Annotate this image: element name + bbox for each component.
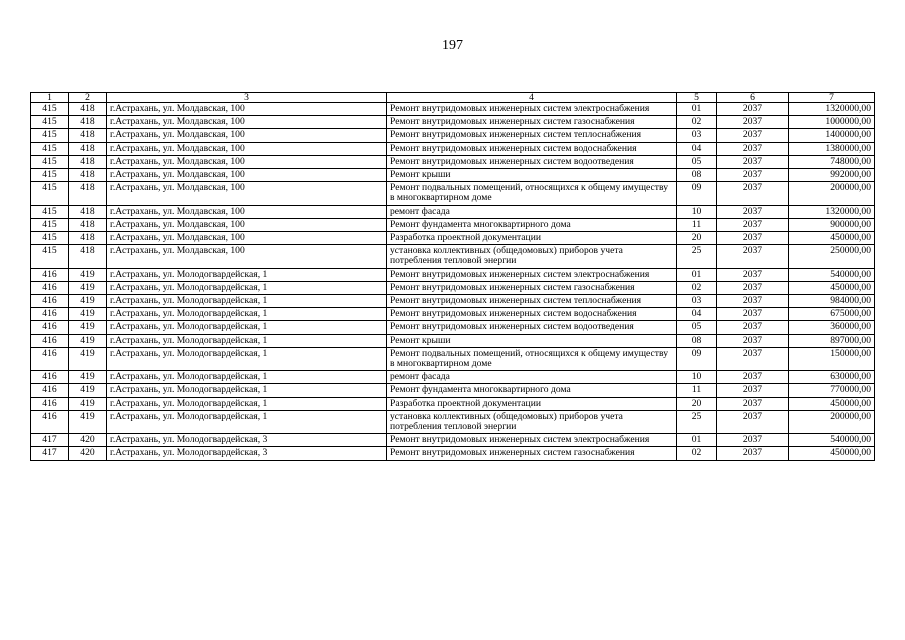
work-code-cell: 20 [677, 397, 717, 410]
table-row [31, 410, 875, 433]
year-cell: 2037 [717, 321, 789, 334]
work-type-cell: Ремонт внутридомовых инженерных систем теплоснабжения [387, 295, 677, 308]
capital-repair-table [30, 92, 875, 461]
cost-cell: 992000,00 [789, 169, 875, 182]
year-cell: 2037 [717, 410, 789, 433]
year-cell: 2037 [717, 384, 789, 397]
cost-cell: 450000,00 [789, 232, 875, 245]
cost-cell: 1320000,00 [789, 103, 875, 116]
table-row [31, 129, 875, 142]
table-body [31, 103, 875, 461]
address-cell: г.Астрахань, ул. Молодогвардейская, 1 [107, 268, 387, 281]
house-id-cell: 418 [69, 169, 107, 182]
cost-cell: 250000,00 [789, 245, 875, 268]
year-cell: 2037 [717, 155, 789, 168]
table-row [31, 205, 875, 218]
house-id-cell: 419 [69, 281, 107, 294]
year-cell: 2037 [717, 308, 789, 321]
table-row [31, 447, 875, 460]
address-cell: г.Астрахань, ул. Молодогвардейская, 1 [107, 384, 387, 397]
table-row [31, 371, 875, 384]
table-row [31, 384, 875, 397]
house-id-cell: 419 [69, 295, 107, 308]
work-code-cell: 10 [677, 205, 717, 218]
table-row [31, 245, 875, 268]
row-index-cell: 415 [31, 155, 69, 168]
cost-cell: 450000,00 [789, 281, 875, 294]
house-id-cell: 418 [69, 129, 107, 142]
year-cell: 2037 [717, 232, 789, 245]
work-type-cell: установка коллективных (общедомовых) приборов учета потребления тепловой энергии [387, 245, 677, 268]
work-code-cell: 02 [677, 281, 717, 294]
address-cell: г.Астрахань, ул. Молдавская, 100 [107, 169, 387, 182]
table-row [31, 116, 875, 129]
header-cell-6: 6 [717, 93, 789, 103]
row-index-cell: 415 [31, 129, 69, 142]
year-cell: 2037 [717, 142, 789, 155]
page-number: 197 [442, 38, 463, 53]
work-code-cell: 05 [677, 155, 717, 168]
work-code-cell: 01 [677, 103, 717, 116]
work-code-cell: 09 [677, 182, 717, 205]
work-type-cell: Ремонт подвальных помещений, относящихся к общему имуществу в многоквартирном доме [387, 182, 677, 205]
header-cell-5: 5 [677, 93, 717, 103]
cost-cell: 1000000,00 [789, 116, 875, 129]
house-id-cell: 418 [69, 155, 107, 168]
house-id-cell: 419 [69, 268, 107, 281]
row-index-cell: 417 [31, 447, 69, 460]
address-cell: г.Астрахань, ул. Молодогвардейская, 3 [107, 434, 387, 447]
year-cell: 2037 [717, 447, 789, 460]
address-cell: г.Астрахань, ул. Молдавская, 100 [107, 182, 387, 205]
work-code-cell: 10 [677, 371, 717, 384]
year-cell: 2037 [717, 295, 789, 308]
work-type-cell: Ремонт крыши [387, 334, 677, 347]
table-row [31, 434, 875, 447]
header-cell-7: 7 [789, 93, 875, 103]
work-code-cell: 03 [677, 129, 717, 142]
row-index-cell: 416 [31, 295, 69, 308]
cost-cell: 540000,00 [789, 434, 875, 447]
work-type-cell: Ремонт внутридомовых инженерных систем водоснабжения [387, 308, 677, 321]
cost-cell: 450000,00 [789, 447, 875, 460]
year-cell: 2037 [717, 116, 789, 129]
house-id-cell: 419 [69, 334, 107, 347]
row-index-cell: 416 [31, 268, 69, 281]
column-number-row [31, 93, 875, 103]
table-row [31, 155, 875, 168]
year-cell: 2037 [717, 169, 789, 182]
cost-cell: 150000,00 [789, 347, 875, 370]
address-cell: г.Астрахань, ул. Молдавская, 100 [107, 205, 387, 218]
row-index-cell: 416 [31, 308, 69, 321]
work-code-cell: 04 [677, 142, 717, 155]
year-cell: 2037 [717, 268, 789, 281]
row-index-cell: 415 [31, 205, 69, 218]
work-type-cell: Ремонт внутридомовых инженерных систем электроснабжения [387, 268, 677, 281]
work-type-cell: ремонт фасада [387, 205, 677, 218]
row-index-cell: 416 [31, 384, 69, 397]
work-code-cell: 25 [677, 410, 717, 433]
house-id-cell: 419 [69, 321, 107, 334]
row-index-cell: 415 [31, 218, 69, 231]
table-row [31, 182, 875, 205]
table-row [31, 397, 875, 410]
table-row [31, 281, 875, 294]
header-cell-4: 4 [387, 93, 677, 103]
work-type-cell: Ремонт внутридомовых инженерных систем электроснабжения [387, 434, 677, 447]
work-type-cell: Ремонт внутридомовых инженерных систем электроснабжения [387, 103, 677, 116]
work-code-cell: 05 [677, 321, 717, 334]
work-code-cell: 02 [677, 447, 717, 460]
address-cell: г.Астрахань, ул. Молодогвардейская, 1 [107, 295, 387, 308]
work-type-cell: Ремонт внутридомовых инженерных систем теплоснабжения [387, 129, 677, 142]
cost-cell: 200000,00 [789, 410, 875, 433]
table-row [31, 218, 875, 231]
house-id-cell: 418 [69, 116, 107, 129]
cost-cell: 675000,00 [789, 308, 875, 321]
work-code-cell: 01 [677, 434, 717, 447]
year-cell: 2037 [717, 103, 789, 116]
house-id-cell: 418 [69, 103, 107, 116]
house-id-cell: 419 [69, 308, 107, 321]
year-cell: 2037 [717, 218, 789, 231]
row-index-cell: 417 [31, 434, 69, 447]
work-type-cell: Ремонт внутридомовых инженерных систем водоотведения [387, 321, 677, 334]
table-row [31, 142, 875, 155]
cost-cell: 748000,00 [789, 155, 875, 168]
work-code-cell: 03 [677, 295, 717, 308]
year-cell: 2037 [717, 281, 789, 294]
year-cell: 2037 [717, 129, 789, 142]
house-id-cell: 418 [69, 245, 107, 268]
cost-cell: 1380000,00 [789, 142, 875, 155]
work-code-cell: 08 [677, 334, 717, 347]
table-row [31, 103, 875, 116]
address-cell: г.Астрахань, ул. Молодогвардейская, 1 [107, 281, 387, 294]
row-index-cell: 416 [31, 281, 69, 294]
work-type-cell: Ремонт фундамента многоквартирного дома [387, 384, 677, 397]
work-type-cell: Ремонт внутридомовых инженерных систем газоснабжения [387, 116, 677, 129]
year-cell: 2037 [717, 371, 789, 384]
header-cell-2: 2 [69, 93, 107, 103]
work-type-cell: Ремонт внутридомовых инженерных систем водоотведения [387, 155, 677, 168]
table-row [31, 308, 875, 321]
house-id-cell: 418 [69, 182, 107, 205]
work-type-cell: Разработка проектной документации [387, 397, 677, 410]
cost-cell: 897000,00 [789, 334, 875, 347]
house-id-cell: 419 [69, 371, 107, 384]
address-cell: г.Астрахань, ул. Молодогвардейская, 1 [107, 371, 387, 384]
cost-cell: 900000,00 [789, 218, 875, 231]
house-id-cell: 418 [69, 142, 107, 155]
work-code-cell: 25 [677, 245, 717, 268]
cost-cell: 450000,00 [789, 397, 875, 410]
work-code-cell: 09 [677, 347, 717, 370]
house-id-cell: 419 [69, 347, 107, 370]
header-cell-1: 1 [31, 93, 69, 103]
year-cell: 2037 [717, 245, 789, 268]
work-code-cell: 04 [677, 308, 717, 321]
table-row [31, 321, 875, 334]
work-type-cell: ремонт фасада [387, 371, 677, 384]
work-code-cell: 08 [677, 169, 717, 182]
address-cell: г.Астрахань, ул. Молдавская, 100 [107, 116, 387, 129]
year-cell: 2037 [717, 205, 789, 218]
address-cell: г.Астрахань, ул. Молдавская, 100 [107, 142, 387, 155]
house-id-cell: 419 [69, 384, 107, 397]
house-id-cell: 419 [69, 397, 107, 410]
row-index-cell: 416 [31, 410, 69, 433]
year-cell: 2037 [717, 434, 789, 447]
cost-cell: 630000,00 [789, 371, 875, 384]
cost-cell: 360000,00 [789, 321, 875, 334]
cost-cell: 1400000,00 [789, 129, 875, 142]
address-cell: г.Астрахань, ул. Молодогвардейская, 1 [107, 347, 387, 370]
address-cell: г.Астрахань, ул. Молдавская, 100 [107, 245, 387, 268]
row-index-cell: 415 [31, 116, 69, 129]
address-cell: г.Астрахань, ул. Молдавская, 100 [107, 155, 387, 168]
work-type-cell: Ремонт фундамента многоквартирного дома [387, 218, 677, 231]
table-row [31, 169, 875, 182]
year-cell: 2037 [717, 334, 789, 347]
work-code-cell: 01 [677, 268, 717, 281]
address-cell: г.Астрахань, ул. Молдавская, 100 [107, 232, 387, 245]
address-cell: г.Астрахань, ул. Молодогвардейская, 1 [107, 410, 387, 433]
row-index-cell: 415 [31, 142, 69, 155]
work-type-cell: Ремонт внутридомовых инженерных систем газоснабжения [387, 281, 677, 294]
house-id-cell: 418 [69, 232, 107, 245]
row-index-cell: 415 [31, 245, 69, 268]
row-index-cell: 416 [31, 371, 69, 384]
work-type-cell: Разработка проектной документации [387, 232, 677, 245]
address-cell: г.Астрахань, ул. Молдавская, 100 [107, 103, 387, 116]
work-code-cell: 11 [677, 218, 717, 231]
work-type-cell: установка коллективных (общедомовых) приборов учета потребления тепловой энергии [387, 410, 677, 433]
address-cell: г.Астрахань, ул. Молодогвардейская, 3 [107, 447, 387, 460]
table-row [31, 232, 875, 245]
work-code-cell: 20 [677, 232, 717, 245]
work-type-cell: Ремонт внутридомовых инженерных систем газоснабжения [387, 447, 677, 460]
address-cell: г.Астрахань, ул. Молдавская, 100 [107, 129, 387, 142]
work-type-cell: Ремонт подвальных помещений, относящихся к общему имуществу в многоквартирном доме [387, 347, 677, 370]
header-cell-3: 3 [107, 93, 387, 103]
work-type-cell: Ремонт крыши [387, 169, 677, 182]
address-cell: г.Астрахань, ул. Молодогвардейская, 1 [107, 397, 387, 410]
address-cell: г.Астрахань, ул. Молдавская, 100 [107, 218, 387, 231]
cost-cell: 984000,00 [789, 295, 875, 308]
cost-cell: 770000,00 [789, 384, 875, 397]
row-index-cell: 415 [31, 103, 69, 116]
table-row [31, 347, 875, 370]
house-id-cell: 420 [69, 434, 107, 447]
row-index-cell: 415 [31, 232, 69, 245]
address-cell: г.Астрахань, ул. Молодогвардейская, 1 [107, 308, 387, 321]
row-index-cell: 416 [31, 321, 69, 334]
house-id-cell: 419 [69, 410, 107, 433]
work-code-cell: 02 [677, 116, 717, 129]
table-row [31, 334, 875, 347]
cost-cell: 200000,00 [789, 182, 875, 205]
house-id-cell: 418 [69, 218, 107, 231]
table-row [31, 268, 875, 281]
house-id-cell: 420 [69, 447, 107, 460]
year-cell: 2037 [717, 347, 789, 370]
year-cell: 2037 [717, 397, 789, 410]
cost-cell: 540000,00 [789, 268, 875, 281]
year-cell: 2037 [717, 182, 789, 205]
row-index-cell: 416 [31, 397, 69, 410]
house-id-cell: 418 [69, 205, 107, 218]
work-code-cell: 11 [677, 384, 717, 397]
row-index-cell: 415 [31, 169, 69, 182]
table-row [31, 295, 875, 308]
row-index-cell: 416 [31, 347, 69, 370]
row-index-cell: 416 [31, 334, 69, 347]
row-index-cell: 415 [31, 182, 69, 205]
work-type-cell: Ремонт внутридомовых инженерных систем водоснабжения [387, 142, 677, 155]
cost-cell: 1320000,00 [789, 205, 875, 218]
address-cell: г.Астрахань, ул. Молодогвардейская, 1 [107, 321, 387, 334]
address-cell: г.Астрахань, ул. Молодогвардейская, 1 [107, 334, 387, 347]
